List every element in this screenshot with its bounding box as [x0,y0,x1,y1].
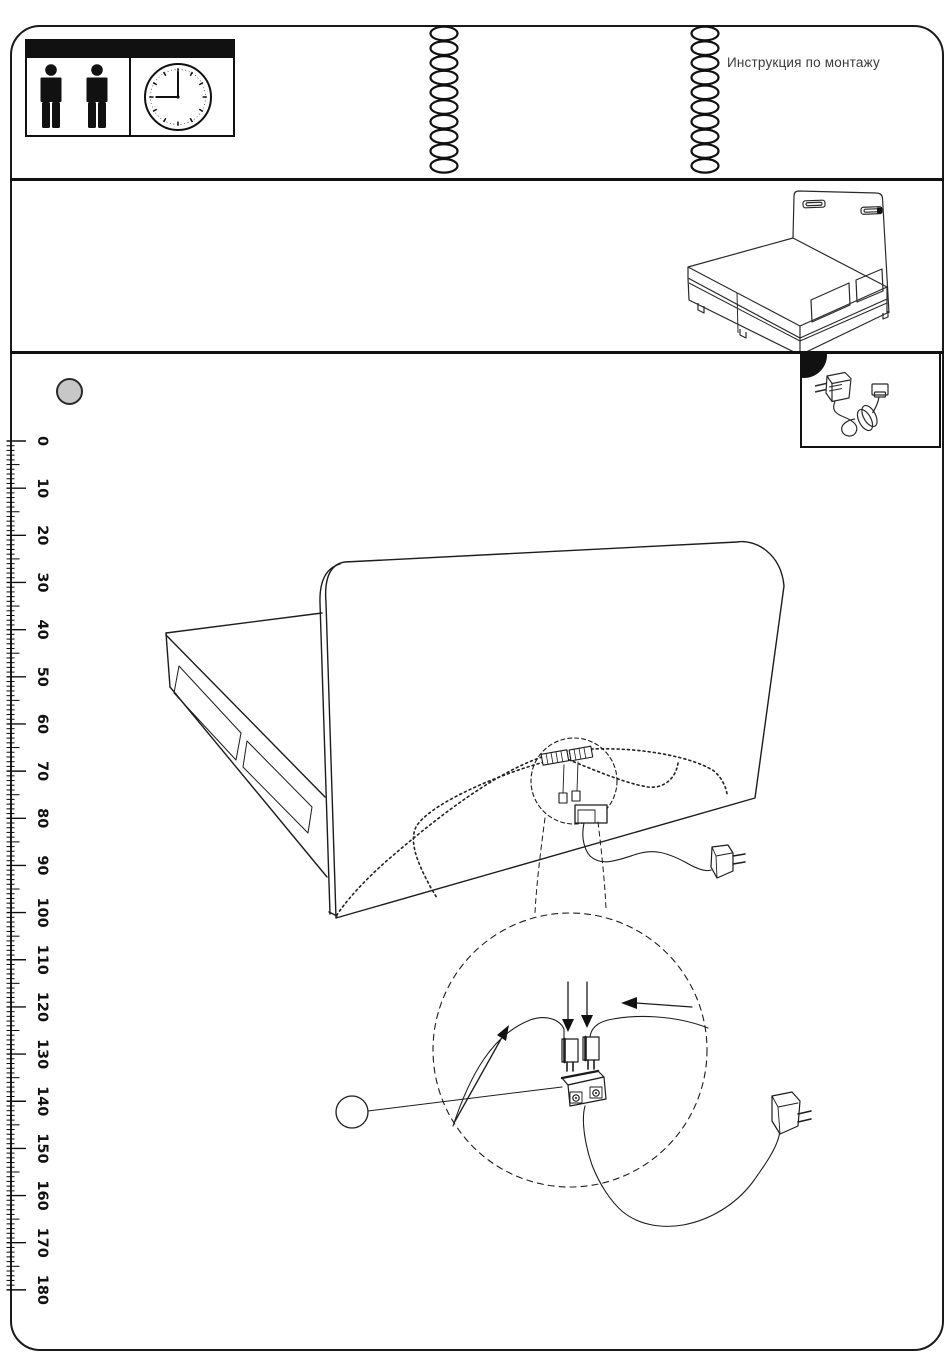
arrow-left [621,997,692,1009]
pictogram-divider [129,58,131,137]
step-marker-circle [56,378,83,405]
thumb-headboard-slots [803,200,882,214]
coil-cable [834,397,881,436]
clock-tick [199,109,203,111]
spiral-loop [692,130,719,144]
spiral-loop [692,115,719,129]
ruler-label: 100 [34,897,50,928]
ruler-label: 110 [34,944,50,975]
ruler-label: 160 [34,1180,50,1211]
person-icon [87,64,108,128]
ruler-label: 140 [34,1086,50,1117]
spiral-loop [431,115,458,129]
arrow-down-right [581,982,593,1028]
control-box [562,1071,606,1106]
clock-tick [164,72,166,76]
spiral-loop [431,100,458,114]
ruler-label: 60 [34,713,50,735]
plug-connector-icon [872,384,888,397]
spiral-loop [431,130,458,144]
ruler-label: 0 [34,435,50,447]
clock-tick [153,109,157,111]
power-cable-lower [583,1106,780,1226]
callout-circle [336,1096,368,1128]
manual-title: Инструкция по монтажу [727,55,880,70]
main-illustration [140,515,820,1260]
detail-plug-right [583,1037,599,1069]
corner-dot [802,354,827,378]
spiral-loop [692,100,719,114]
ruler-label: 20 [34,525,50,546]
spiral-loop [431,41,458,55]
clock-tick [190,72,192,76]
spiral-loop [431,159,458,173]
ruler-label: 120 [34,991,50,1023]
clock-tick [153,83,157,85]
clock-tick [190,118,192,122]
clock-icon [138,57,218,137]
spiral-loop [692,71,719,85]
spiral-binding-left [427,24,461,174]
ruler-label: 90 [34,855,50,876]
ruler-label: 130 [34,1038,50,1070]
spiral-loop [431,86,458,100]
spiral-loop [692,41,719,55]
ruler-label: 10 [34,478,50,499]
person-icon [41,64,62,128]
clock-tick [199,83,203,85]
arrow-down-left [562,982,574,1032]
junction-box [575,805,607,823]
ruler-label: 150 [34,1133,50,1164]
bed-thumbnail [678,183,922,351]
clock-tick [164,118,166,122]
spiral-loop [431,71,458,85]
connector-cluster [541,746,607,823]
ruler-label: 50 [34,666,50,687]
ruler-label: 30 [34,572,50,593]
ruler-label: 170 [34,1227,50,1258]
thumb-drawer [856,269,883,302]
ruler-label: 180 [34,1274,50,1306]
pictogram-black-bar [25,39,235,58]
two-person-icon [30,62,126,134]
spiral-loop [692,86,719,100]
power-plug-lower [772,1092,811,1134]
projection-lines [535,818,606,913]
power-plug-upper [711,845,745,878]
detail-plug-left [562,1039,578,1071]
spiral-loop [431,27,458,41]
detail-cables [453,1016,708,1126]
power-adapter-icon [815,373,851,402]
spiral-loop [692,144,719,158]
ruler-label: 80 [34,808,50,829]
ruler [5,434,59,1314]
thumb-base [688,278,887,351]
power-cable-upper [583,823,711,871]
spiral-loop [692,159,719,173]
spiral-loop [692,56,719,70]
section-divider-top [10,178,944,181]
bed-base [166,613,327,877]
ruler-label: 70 [34,761,50,782]
spiral-loop [431,144,458,158]
power-adapter-drawing [802,354,939,446]
thumb-drawer [811,283,850,322]
spiral-loop [431,56,458,70]
spiral-binding-right [688,24,722,174]
callout-line [368,1087,562,1111]
spiral-loop [692,27,719,41]
plug-detail-box [800,352,941,448]
ruler-label: 40 [34,619,50,640]
